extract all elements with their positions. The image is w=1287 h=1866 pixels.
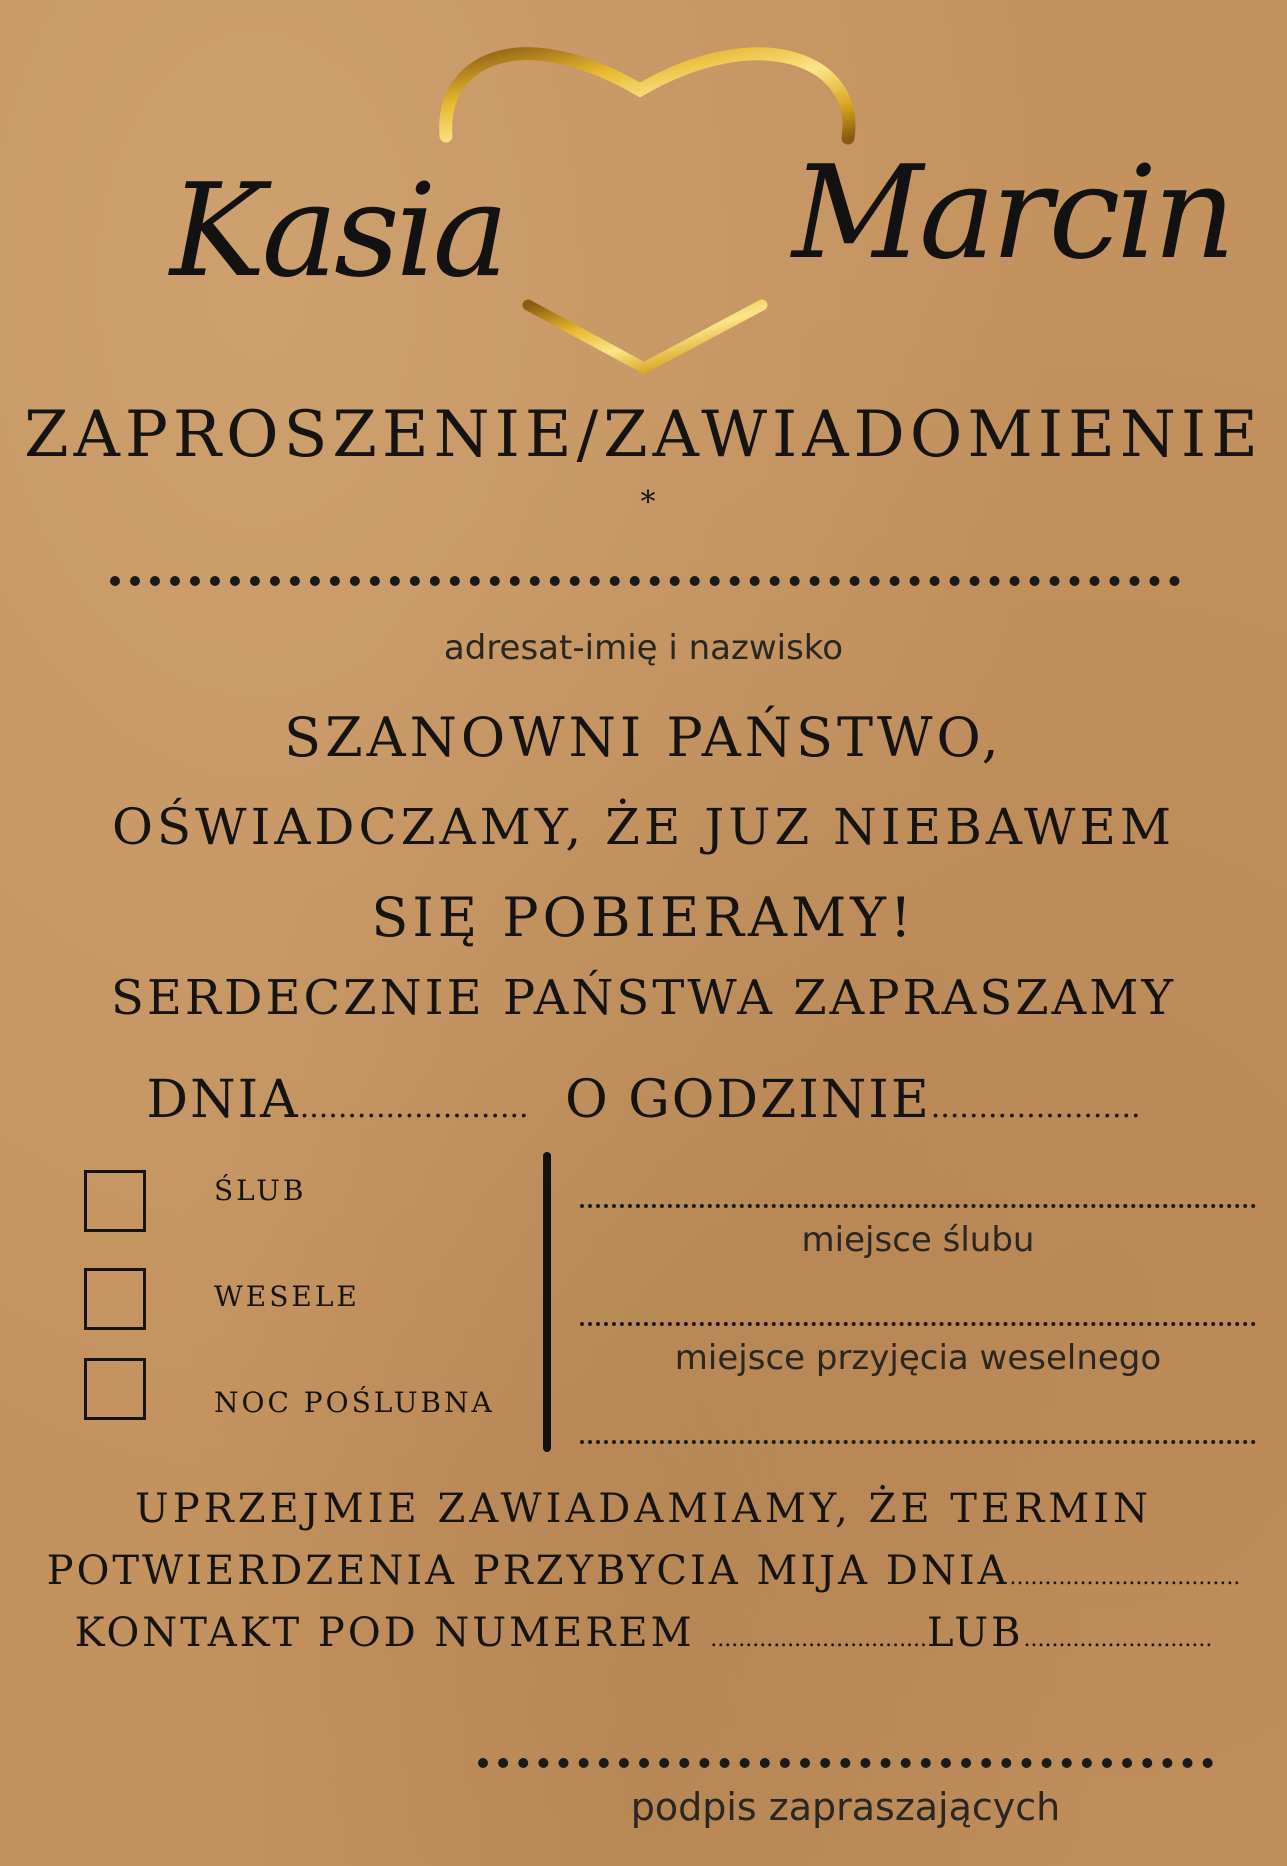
rsvp-line-1: UPRZEJMIE ZAWIADAMIAMY, ŻE TERMIN (135, 1486, 1152, 1532)
rsvp-deadline-fill[interactable]: ................................. (1009, 1565, 1241, 1590)
greeting-line-3: SIĘ POBIERAMY! (371, 886, 916, 949)
day-label: DNIA (146, 1070, 300, 1130)
contact-phone-fill-1[interactable]: ............................... (710, 1627, 928, 1652)
rsvp-line-2 (0, 1548, 1287, 1594)
option-label-slub: ŚLUB (214, 1174, 307, 1207)
checkbox-noc-poslubna[interactable] (84, 1358, 146, 1420)
rsvp-line-3 (0, 1610, 1287, 1656)
ceremony-place-caption: miejsce ślubu (801, 1220, 1035, 1260)
signature-caption: podpis zapraszających (630, 1785, 1061, 1829)
addressee-line[interactable] (110, 576, 1180, 586)
day-fill[interactable]: ........................ (299, 1090, 529, 1125)
contact-or: LUB (927, 1610, 1024, 1656)
greeting-line-1: SZANOWNI PAŃSTWO, (284, 706, 1003, 769)
date-time-line (0, 1070, 1287, 1130)
page-title (0, 398, 1287, 546)
heart-bottom-stroke (528, 305, 762, 368)
reception-place-line[interactable] (580, 1322, 1256, 1326)
hour-label: O GODZINIE (565, 1070, 931, 1130)
bride-name: Kasia (170, 157, 505, 306)
greeting-line-2: OŚWIADCZAMY, ŻE JUZ NIEBAWEM (111, 798, 1176, 856)
hour-fill[interactable]: ...................... (930, 1090, 1141, 1125)
ceremony-place-line[interactable] (580, 1204, 1256, 1208)
contact-phone-fill-2[interactable]: ........................... (1023, 1627, 1213, 1652)
option-label-wesele: WESELE (214, 1280, 360, 1313)
title-text: ZAPROSZENIE/ZAWIADOMIENIE (24, 398, 1263, 472)
vertical-divider (543, 1152, 551, 1452)
contact-label: KONTAKT POD NUMEREM (74, 1610, 695, 1656)
signature-line[interactable] (478, 1758, 1213, 1768)
groom-name: Marcin (792, 139, 1232, 288)
heart-top-stroke (446, 54, 849, 138)
rsvp-deadline-label: POTWIERDZENIA PRZYBYCIA MIJA DNIA (46, 1548, 1010, 1594)
addressee-caption: adresat-imię i nazwisko (443, 628, 844, 668)
checkbox-slub[interactable] (84, 1170, 146, 1232)
option-label-noc-poslubna: NOC POŚLUBNA (214, 1386, 495, 1419)
checkbox-wesele[interactable] (84, 1268, 146, 1330)
greeting-line-4: SERDECZNIE PAŃSTWA ZAPRASZAMY (110, 970, 1177, 1026)
reception-place-caption: miejsce przyjęcia weselnego (674, 1338, 1162, 1378)
title-asterisk: * (640, 485, 661, 520)
extra-place-line[interactable] (580, 1440, 1256, 1444)
